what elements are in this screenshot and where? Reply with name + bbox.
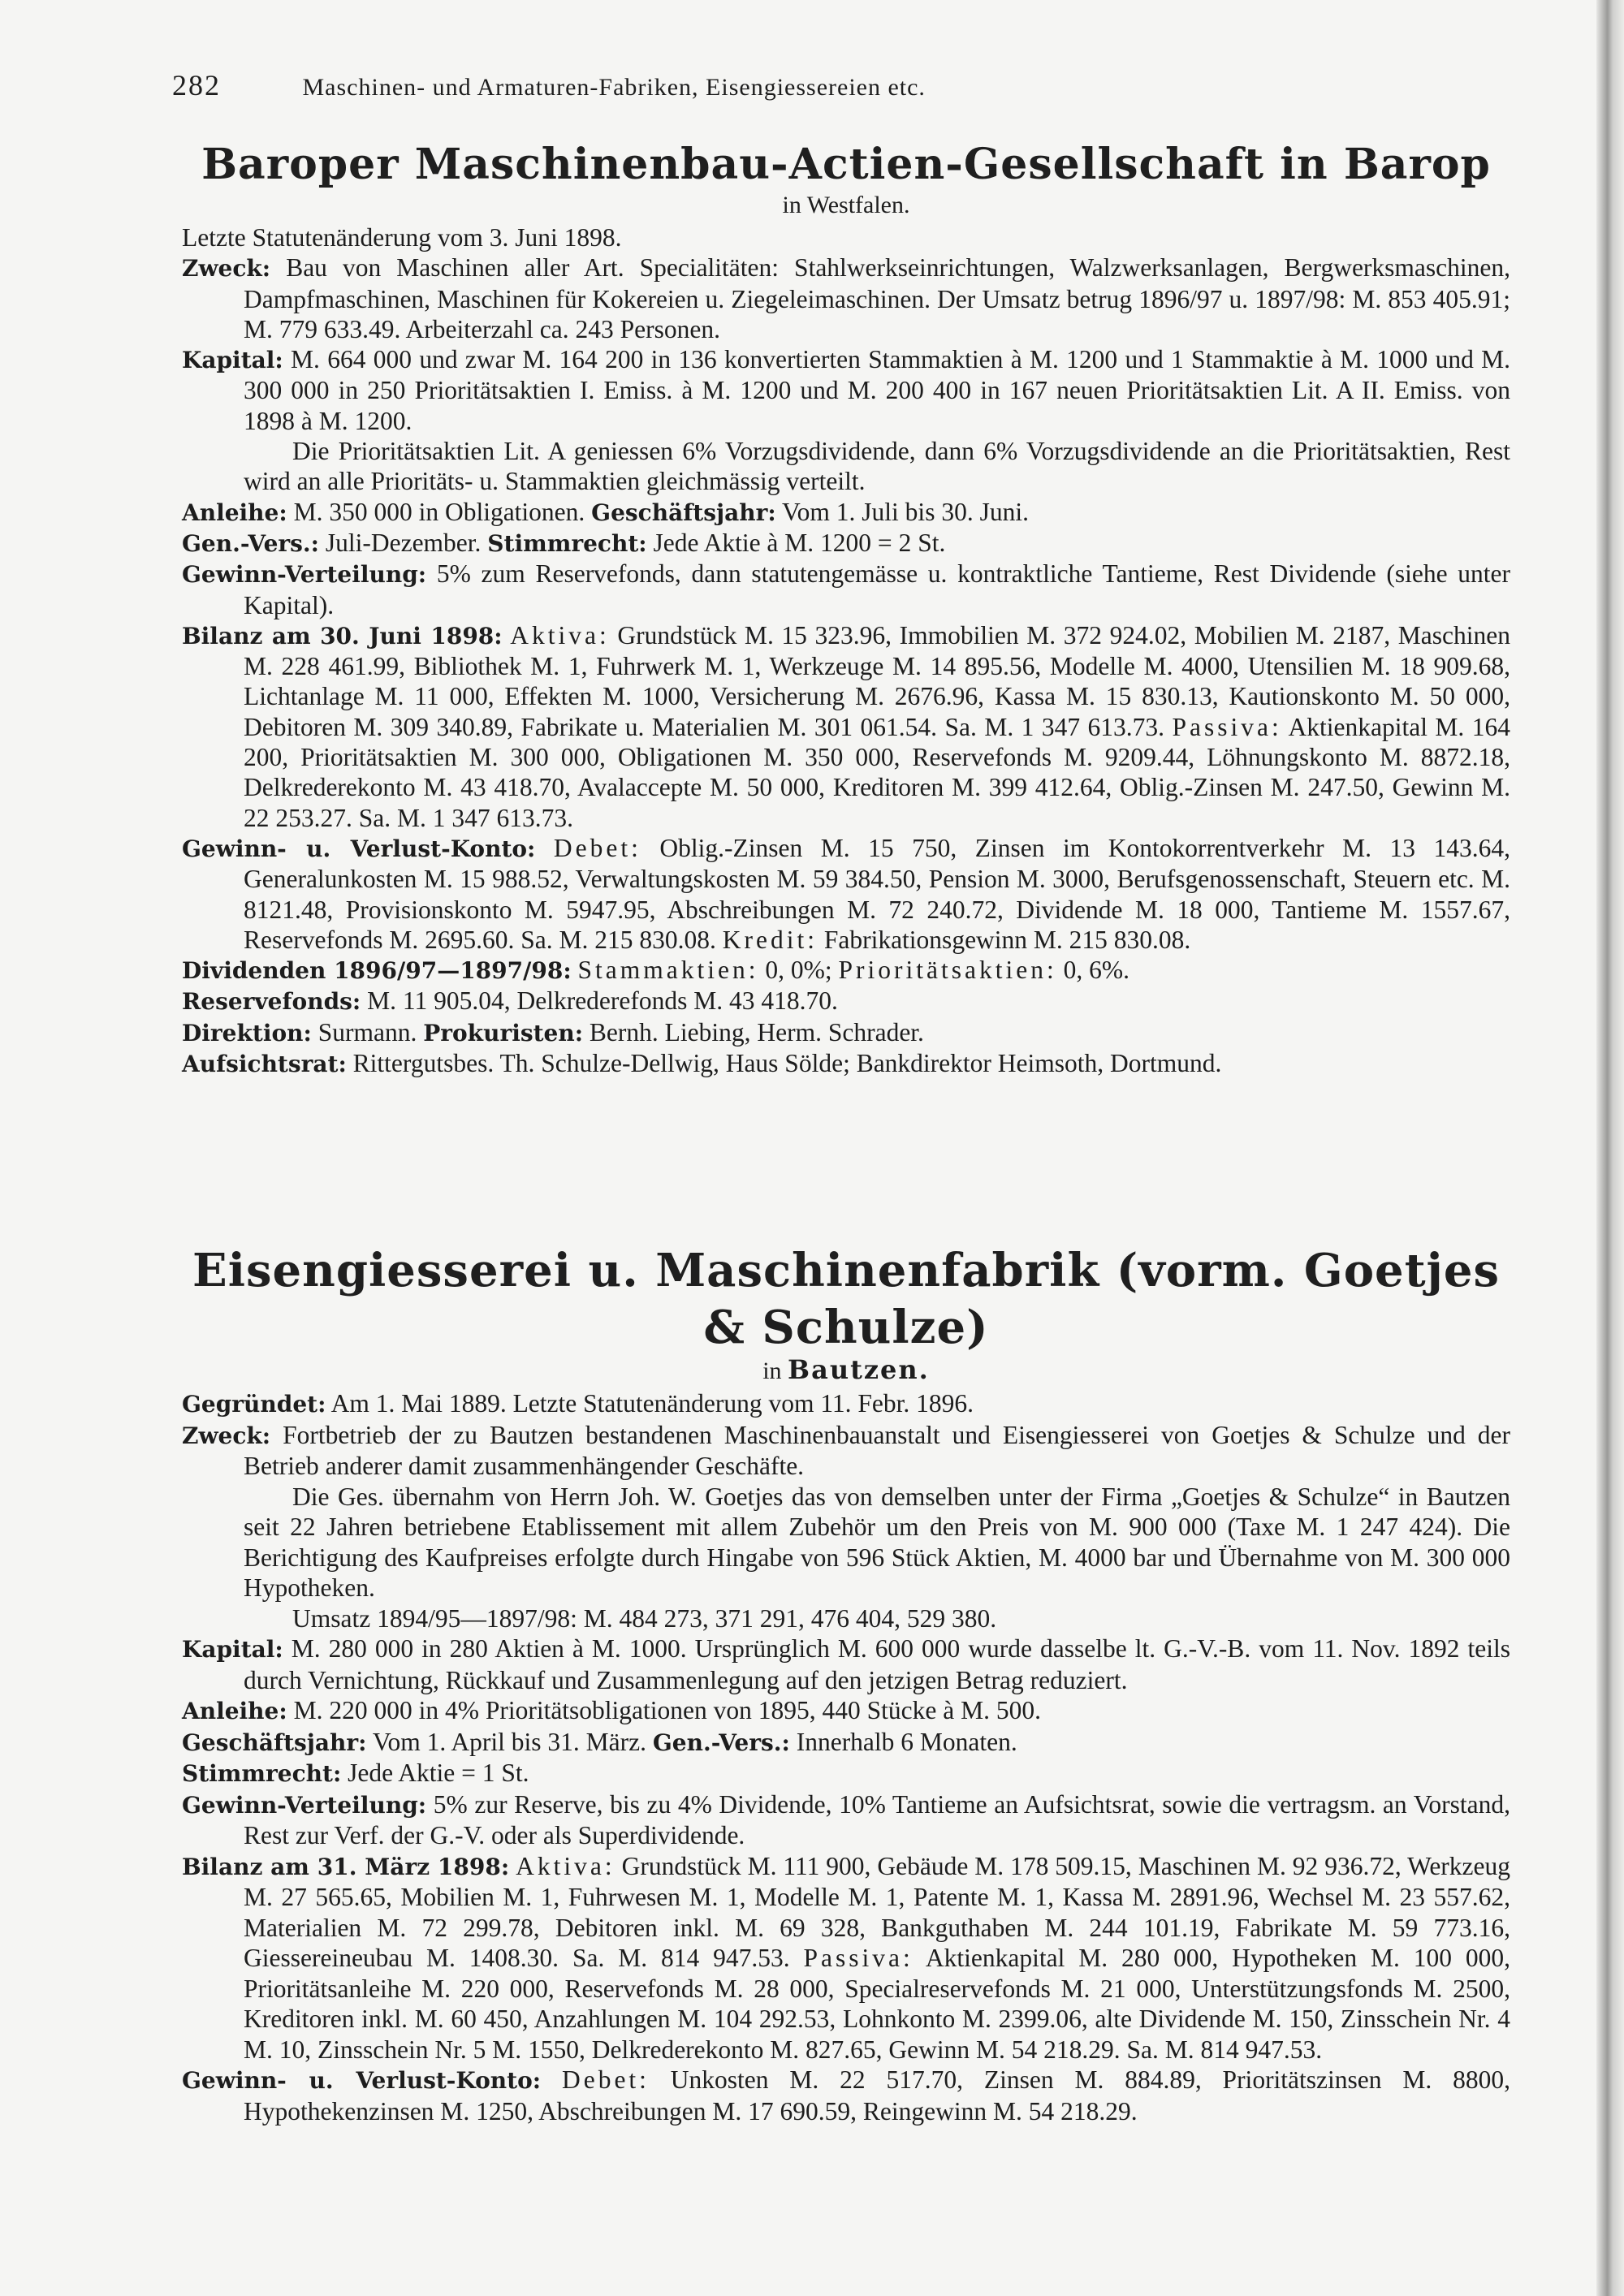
kapital-paragraph: Kapital: M. 664 000 und zwar M. 164 200 in 136 konvertierten Stammaktien à M. 1200 und 1 Stammaktie à M. 1000 und M. 300 000 in 250 Prioritätsaktien I. Emiss. à M. 1200 und M. 200 400 in 167 neuen Prioritätsaktien Lit. A II. Emiss. von 1898 à M. 1200. <box>182 345 1511 435</box>
gewinn-verteilung-paragraph: Gewinn-Verteilung: 5% zur Reserve, bis zu 4% Dividende, 10% Tantieme an Aufsichtsrat, sowie die vertragsm. an Vorstand, Rest zur Verf. der G.-V. oder als Superdividende. <box>182 1789 1510 1849</box>
genvers-line: Gen.-Vers.: Juli-Dezember. Stimmrecht: Jede Aktie à M. 1200 = 2 St. <box>182 528 946 557</box>
reservefonds-line: Reservefonds: M. 11 905.04, Delkrederefonds M. 43 418.70. <box>182 986 838 1016</box>
running-header <box>172 68 1504 102</box>
gewinn-verteilung-paragraph: Gewinn-Verteilung: 5% zum Reservefonds, dann statutengemässe u. kontraktliche Tantieme, Rest Dividende (siehe unter Kapital). <box>182 559 1511 619</box>
statut-line: Letzte Statutenänderung vom 3. Juni 1898. <box>182 223 622 252</box>
geschaeftsjahr-line: Geschäftsjahr: Vom 1. April bis 31. März. Gen.-Vers.: Innerhalb 6 Monaten. <box>182 1727 1017 1756</box>
bilanz-paragraph: Bilanz am 30. Juni 1898: Aktiva: Grundstück M. 15 323.96, Immobilien M. 372 924.02, Mobilien M. 2187, Maschinen M. 228 461.99, Bibliothek M. 1, Fuhrwerk M. 1, Werkzeuge M. 14 895.56, Modelle M. 4000, Utensilien M. 18 909.68, Lichtanlage M. 11 000, Effekten M. 1000, Versicherung M. 2676.96, Kassa M. 15 830.13, Kautionskonto M. 50 000, Debitoren M. 309 340.89, Fabrikate u. Materialien M. 301 061.54. Sa. M. 1 347 613.73. Passiva: Aktienkapital M. 164 200, Prioritätsaktien M. 300 000, Obligationen M. 350 000, Reservefonds M. 9209.44, Löhnungskonto M. 8872.18, Delkrederekonto M. 43 418.70, Avalaccepte M. 50 000, Kreditoren M. 399 412.64, Oblig.-Zinsen M. 247.50, Gewinn M. 22 253.27. Sa. M. 1 347 613.73. <box>182 620 1510 832</box>
kapital-paragraph: Kapital: M. 280 000 in 280 Aktien à M. 1000. Ursprünglich M. 600 000 wurde dasselbe lt. G.-V.-B. vom 11. Nov. 1892 teils durch Vernichtung, Rückkauf und Zusammenlegung auf den jetzigen Betrag reduziert. <box>182 1634 1511 1694</box>
bilanz-paragraph: Bilanz am 31. März 1898: Aktiva: Grundstück M. 111 900, Gebäude M. 178 509.15, Maschinen M. 92 936.72, Werkzeug M. 27 565.65, Mobilien M. 1, Fuhrwesen M. 1, Modelle M. 1, Patente M. 1, Kassa M. 2891.96, Wechsel M. 23 557.62, Materialien M. 72 299.78, Debitoren inkl. M. 69 328, Bankguthaben M. 244 101.19, Fabrikate M. 59 773.16, Giessereineubau M. 1408.30. Sa. M. 814 947.53. Passiva: Aktienkapital M. 280 000, Hypotheken M. 100 000, Prioritätsanleihe M. 220 000, Reservefonds M. 28 000, Specialreservefonds M. 21 000, Unterstützungsfonds M. 2500, Kreditoren inkl. M. 60 450, Anzahlungen M. 104 292.53, Lohnkonto M. 2399.06, alte Dividende M. 150, Zinsschein Nr. 4 M. 10, Zinsschein Nr. 5 M. 1550, Delkrederekonto M. 827.65, Gewinn M. 54 218.29. Sa. M. 814 947.53. <box>182 1851 1511 2064</box>
kapital-label: Kapital: <box>182 347 283 374</box>
company-entry-barop <box>182 138 1510 1079</box>
zweck-label: Zweck: <box>182 255 271 283</box>
company-title: Eisengiesserei u. Maschinenfabrik (vorm. Goetjes & Schulze) <box>192 1244 1500 1354</box>
page-edge-shadow <box>1596 0 1624 2296</box>
company-subtitle: in Bautzen. <box>762 1354 930 1385</box>
kapital-note: Die Prioritätsaktien Lit. A geniessen 6% Vorzugsdividende, dann 6% Vorzugsdividende an die Prioritätsaktien, Rest wird an alle Prioritäts- u. Stammaktien gleichmässig verteilt. <box>244 437 1510 496</box>
gewinn-verlust-paragraph: Gewinn- u. Verlust-Konto: Debet: Unkosten M. 22 517.70, Zinsen M. 884.89, Prioritätszinsen M. 8800, Hypothekenzinsen M. 1250, Abschreibungen M. 17 690.59, Reingewinn M. 54 218.29. <box>182 2065 1510 2126</box>
aufsichtsrat-line: Aufsichtsrat: Rittergutsbes. Th. Schulze-Dellwig, Haus Sölde; Bankdirektor Heimsoth, Dortmund. <box>182 1049 1222 1078</box>
dividenden-line: Dividenden 1896/97—1897/98: Stammaktien: 0, 0%; Prioritätsaktien: 0, 6%. <box>182 956 1129 985</box>
zweck-paragraph: Zweck: Bau von Maschinen aller Art. Specialitäten: Stahlwerkseinrichtungen, Walzwerksanlagen, Bergwerksmaschinen, Dampfmaschinen, Maschinen für Kokereien u. Ziegeleimaschinen. Der Umsatz betrug 1896/97 u. 1897/98: M. 853 405.91; M. 779 633.49. Arbeiterzahl ca. 243 Personen. <box>182 253 1511 343</box>
page-number: 282 <box>172 69 221 101</box>
gewinn-verlust-paragraph: Gewinn- u. Verlust-Konto: Debet: Oblig.-Zinsen M. 15 750, Zinsen im Kontokorrentverkehr M. 13 143.64, Generalunkosten M. 15 988.52, Verwaltungskosten M. 59 384.50, Pension M. 3000, Berufsgenossenschaft, Steuern etc. M. 8121.48, Provisionskonto M. 5947.95, Abschreibungen M. 72 240.72, Dividende M. 18 000, Tantieme M. 1557.67, Reservefonds M. 2695.60. Sa. M. 215 830.08. Kredit: Fabrikationsgewinn M. 215 830.08. <box>182 833 1510 954</box>
stimmrecht-line: Stimmrecht: Jede Aktie = 1 St. <box>182 1759 529 1787</box>
anleihe-line: Anleihe: M. 350 000 in Obligationen. Geschäftsjahr: Vom 1. Juli bis 30. Juni. <box>182 497 1029 526</box>
anleihe-line: Anleihe: M. 220 000 in 4% Prioritätsobligationen von 1895, 440 Stücke à M. 500. <box>182 1696 1041 1724</box>
company-title: Baroper Maschinenbau-Actien-Gesellschaft in Barop <box>201 140 1491 189</box>
zweck-paragraph: Zweck: Fortbetrieb der zu Bautzen bestandenen Maschinenbauanstalt und Eisengiesserei von Goetjes & Schulze und der Betrieb anderer damit zusammenhängender Geschäfte. <box>182 1420 1510 1480</box>
company-subtitle: in Westfalen. <box>782 192 910 218</box>
running-title: Maschinen- und Armaturen-Fabriken, Eisengiessereien etc. <box>302 74 926 101</box>
zweck-note: Die Ges. übernahm von Herrn Joh. W. Goetjes das von demselben unter der Firma „Goetjes & Schulze“ in Bautzen seit 22 Jahren betriebene Etablissement mit allem Zubehör um den Preis von M. 900 000 (Taxe M. 1 247 424). Die Berichtigung des Kaufpreises erfolgte durch Hingabe von 596 Stück Aktien, M. 4000 bar und Übernahme von M. 300 000 Hypotheken. <box>244 1482 1510 1602</box>
company-entry-bautzen <box>182 1242 1510 2126</box>
gegruendet-line: Gegründet: Am 1. Mai 1889. Letzte Statutenänderung vom 11. Febr. 1896. <box>182 1389 974 1418</box>
umsatz-line: Umsatz 1894/95—1897/98: M. 484 273, 371 291, 476 404, 529 380. <box>292 1603 997 1633</box>
direktion-line: Direktion: Surmann. Prokuristen: Bernh. Liebing, Herm. Schrader. <box>182 1017 924 1047</box>
